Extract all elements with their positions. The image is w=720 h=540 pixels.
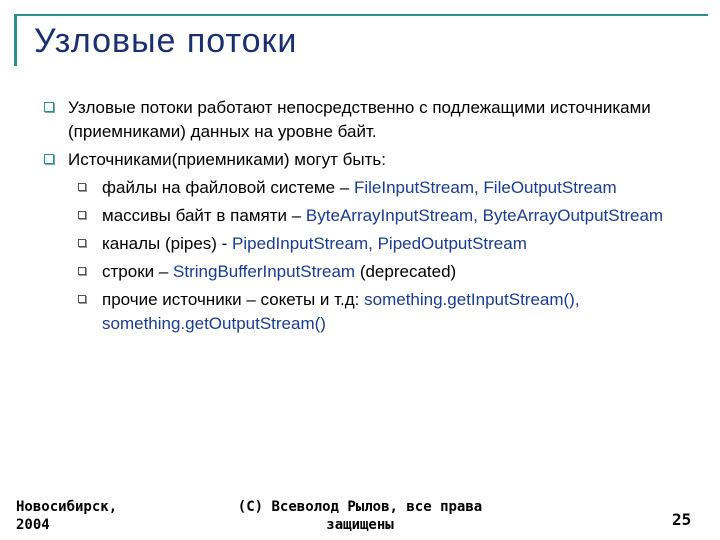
bullet-text: Узловые потоки работают непосредственно с подлежащими источниками (приемниками) данных на уровне байт. [68,98,651,141]
bullet-text: Источниками(приемниками) могут быть: [68,150,386,169]
square-bullet-icon [78,183,86,191]
footer-location: Новосибирск, 2004 [16,499,118,533]
bullet-item [44,148,712,172]
sub-bullet-text: строки – [102,262,174,281]
sub-bullet-item [78,176,712,200]
square-bullet-icon [78,239,86,247]
square-bullet-icon [78,267,86,275]
class-name-text: StringBufferInputStream [173,262,356,281]
class-name-text: FileInputStream, FileOutputStream [353,178,617,197]
square-bullet-icon [78,295,86,303]
square-bullet-icon [78,211,86,219]
sub-bullet-text: массивы байт в памяти – [102,206,306,225]
sub-bullet-item [78,232,712,256]
square-bullet-icon [44,154,54,164]
slide-title: Узловые потоки [34,22,298,60]
class-name-text: PipedInputStream, PipedOutputStream [232,234,527,253]
sub-bullet-text: прочие источники – сокеты и т.д: [102,290,365,309]
title-bar [14,14,708,66]
sub-bullet-text: файлы на файловой системе – [102,178,354,197]
bullet-item [44,96,712,144]
sub-bullet-item [78,204,712,228]
sub-bullet-text: каналы (pipes) - [102,234,233,253]
method-call-text: something.getInputStream(), something.getOutputStream() [102,290,580,333]
sub-bullet-item [78,288,712,336]
sub-bullet-item [78,260,712,284]
page-number: 25 [672,510,692,529]
class-name-text: ByteArrayInputStream, ByteArrayOutputStream [305,206,664,225]
square-bullet-icon [44,102,54,112]
footer-copyright: (C) Всеволод Рылов, все права защищены [237,499,483,533]
slide-content [44,96,712,340]
deprecated-note: (deprecated) [355,262,457,281]
